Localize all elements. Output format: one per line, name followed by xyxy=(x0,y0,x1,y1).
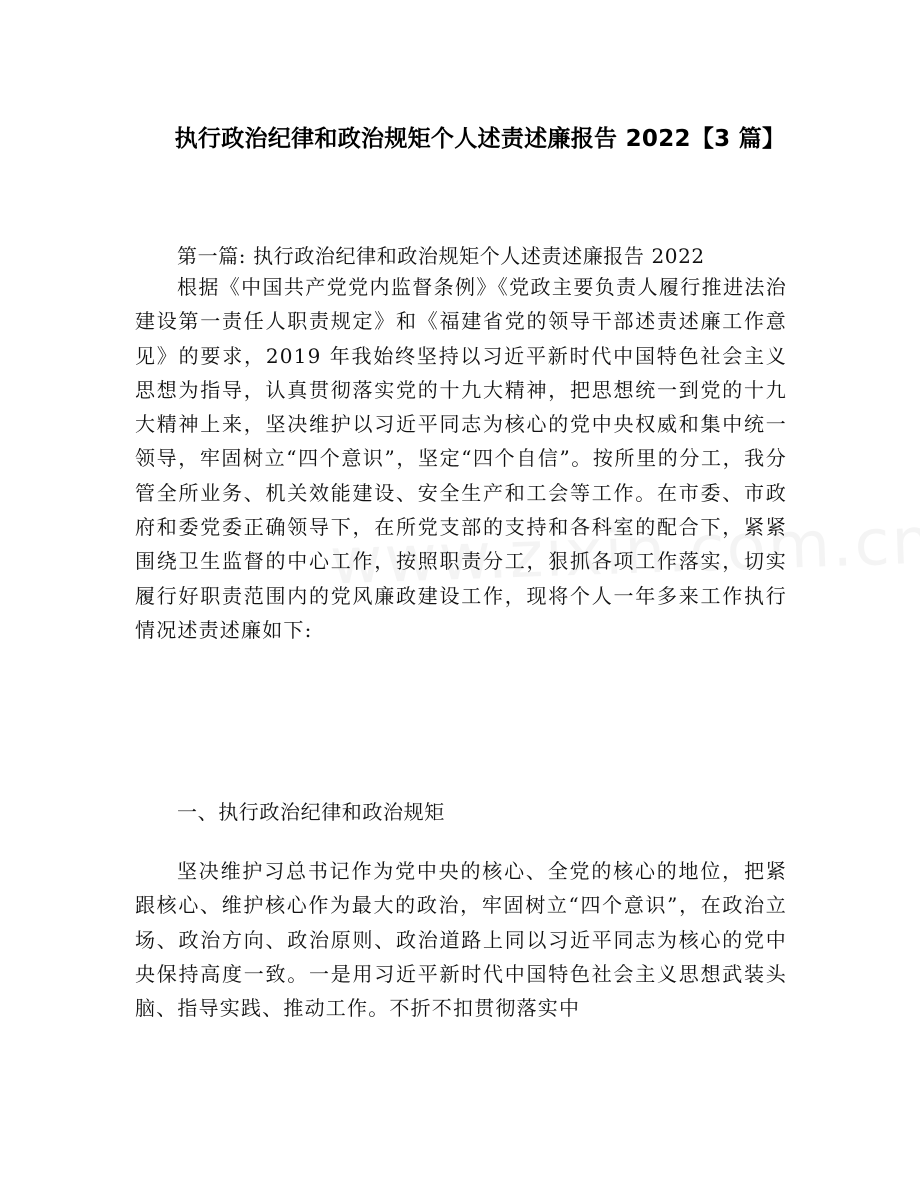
subheading-political-discipline: 一、执行政治纪律和政治规矩 xyxy=(177,800,445,824)
body-paragraph-1: 根据《中国共产党党内监督条例》《党政主要负责人履行推进法治建设第一责任人职责规定》和《福建省党的领导干部述责述廉工作意见》的要求，2019 年我始终坚持以习近平新时代中国特色社会主义思想为指导，认真贯彻落实党的十九大精神，把思想统一到党的十九大精神上来，坚决维护以习近平同志为核心的党中央权威和集中统一领导，牢固树立“四个意识”，坚定“四个自信”。按所里的分工，我分管全所业务、机关效能建设、安全生产和工会等工作。在市委、市政府和委党委正确领导下，在所党支部的支持和各科室的配合下，紧紧围绕卫生监督的中心工作，按照职责分工，狠抓各项工作落实，切实履行好职责范围内的党风廉政建设工作，现将个人一年多来工作执行情况述责述廉如下: xyxy=(135,275,787,642)
document-title: 执行政治纪律和政治规矩个人述责述廉报告 2022【3 篇】 xyxy=(174,126,786,152)
body-paragraph-2: 坚决维护习总书记作为党中央的核心、全党的核心的地位，把紧跟核心、维护核心作为最大的政治，牢固树立“四个意识”，在政治立场、政治方向、政治原则、政治道路上同以习近平同志为核心的党中央保持高度一致。一是用习近平新时代中国特色社会主义思想武装头脑、指导实践、推动工作。不折不扣贯彻落实中 xyxy=(135,859,787,1021)
section-heading: 第一篇: 执行政治纪律和政治规矩个人述责述廉报告 2022 xyxy=(177,244,705,268)
